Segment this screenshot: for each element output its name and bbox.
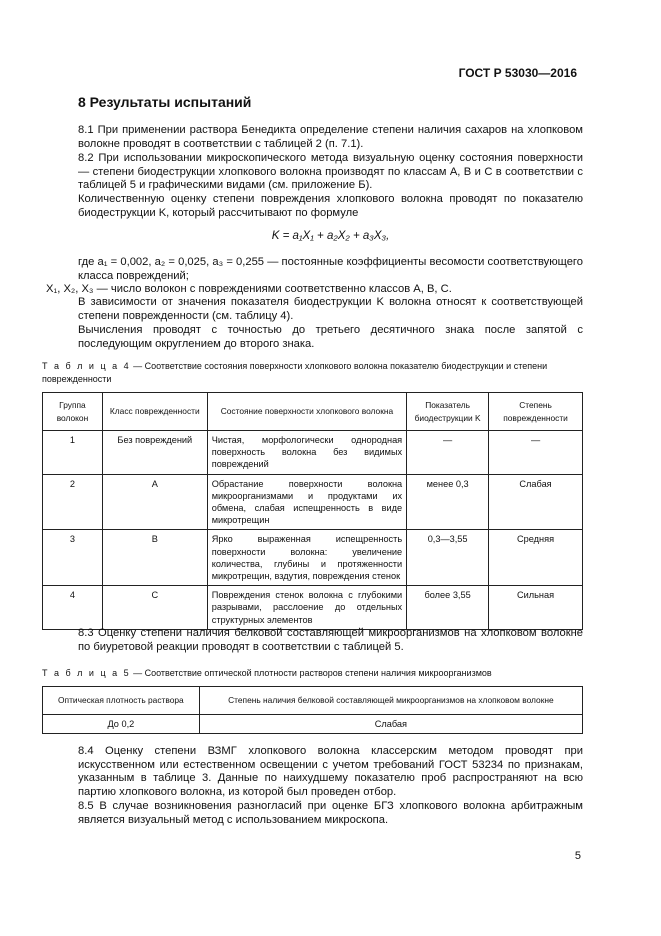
table4-caption-text: — Соответствие состояния поверхности хлопкового волокна показателю биодеструкции и степени поврежденности	[42, 361, 548, 384]
table-cell: Сильная	[489, 586, 583, 630]
paragraph-calc: Вычисления проводят с точностью до третьего десятичного знака после запятой с последующим округлением до второго знака.	[78, 324, 583, 350]
table-cell: Чистая, морфологически однородная поверхность волокна без видимых повреждений	[207, 431, 406, 475]
paragraph-8-1	[78, 124, 583, 151]
table-cell: Обрастание поверхности волокна микроорганизмами и продуктами их обмена, слабая испещренность в виде микротрещин	[207, 474, 406, 530]
table5-caption-label: Т а б л и ц а 5	[42, 668, 131, 678]
paragraph-8-4: 8.4 Оценку степени ВЗМГ хлопкового волокна классерским методом проводят при искусственном или естественном освещении с учетом требований ГОСТ 53234 по признакам, указанным в таблице 3. Данные по наихудшему показателю проб распространяют на всю партию хлопкового волокна, из которой был проведен отбор.	[78, 745, 583, 798]
table-cell: Без повреждений	[102, 431, 207, 475]
table-cell: менее 0,3	[407, 474, 489, 530]
table-cell: 4	[43, 586, 103, 630]
table-5	[42, 686, 583, 734]
table4-header-row	[43, 393, 583, 431]
paragraph-count: Количественную оценку степени повреждения хлопкового волокна проводят по показателю биодеструкции K, который рассчитывают по формуле	[78, 193, 583, 219]
page-number: 5	[574, 850, 581, 862]
table-cell: 2	[43, 474, 103, 530]
table4-header-surface: Состояние поверхности хлопкового волокна	[207, 393, 406, 431]
table-cell: Повреждения стенок волокна с глубокими разрывами, расслоение до отдельных структурных элементов	[207, 586, 406, 630]
paragraph-8-2: 8.2 При использовании микроскопического метода визуальную оценку состояния поверхности — степени биодеструкции хлопкового волокна производят по классам А, В и С в соответствии с таблицей 5 и графическими видами (см. приложение Б).	[78, 152, 583, 191]
table-cell: Ярко выраженная испещренность поверхности волокна: увеличение количества, глубины и протяженности микротрещин, вздутия, повреждения стенок	[207, 530, 406, 586]
table4-header-degree: Степень поврежденности	[489, 393, 583, 431]
section-title: 8 Результаты испытаний	[78, 94, 252, 110]
formula: K = a₁X₁ + a₂X₂ + a₃X₃,	[271, 230, 390, 242]
paragraph-where: где a₁ = 0,002, a₂ = 0,025, a₃ = 0,255 — постоянные коэффициенты весомости соответствующего класса повреждений;	[78, 256, 583, 282]
table-cell: Слабая	[489, 474, 583, 530]
table-row	[43, 474, 583, 530]
table-cell: —	[489, 431, 583, 475]
table4-header-group: Группа волокон	[43, 393, 103, 431]
paragraph-text: 8.1 При применении раствора Бенедикта определение степени наличия сахаров на хлопковом волокне проводят в соответствии с таблицей 2 (п. 7.1).	[78, 124, 583, 150]
table4-caption	[42, 360, 582, 386]
table4-header-class: Класс поврежденности	[102, 393, 207, 431]
table-cell: 0,3—3,55	[407, 530, 489, 586]
table5-header-optical: Оптическая плотность раствора	[43, 687, 200, 715]
table-cell: —	[407, 431, 489, 475]
table-cell: В	[102, 530, 207, 586]
table5-header-degree: Степень наличия белковой составляющей микроорганизмов на хлопковом волокне	[199, 687, 582, 715]
table4-header-index: Показатель биодеструкции K	[407, 393, 489, 431]
table-row	[43, 586, 583, 630]
table-cell: С	[102, 586, 207, 630]
table-cell: Слабая	[199, 715, 582, 734]
table5-caption	[42, 667, 582, 680]
table-row	[43, 530, 583, 586]
paragraph-8-3: 8.3 Оценку степени наличия белковой составляющей микроорганизмов на хлопковом волокне по биуретовой реакции проводят в соответствии с таблицей 5.	[78, 627, 583, 653]
table-cell: 3	[43, 530, 103, 586]
table-4	[42, 392, 583, 630]
paragraph-dependence: В зависимости от значения показателя биодеструкции K волокна относят к соответствующей степени поврежденности (см. таблицу 4).	[78, 296, 583, 322]
paragraph-8-5: 8.5 В случае возникновения разногласий при оценке БГЗ хлопкового волокна арбитражным является визуальный метод с использованием микроскопа.	[78, 800, 583, 826]
table-cell: До 0,2	[43, 715, 200, 734]
table-row	[43, 715, 583, 734]
table5-caption-text: — Соответствие оптической плотности растворов степени наличия микроорганизмов	[130, 668, 492, 678]
standard-header: ГОСТ Р 53030—2016	[458, 66, 577, 80]
table-row	[43, 431, 583, 475]
table4-caption-label: Т а б л и ц а 4	[42, 361, 131, 371]
table-cell: А	[102, 474, 207, 530]
table-cell: Средняя	[489, 530, 583, 586]
table5-header-row	[43, 687, 583, 715]
table-cell: более 3,55	[407, 586, 489, 630]
table-cell: 1	[43, 431, 103, 475]
paragraph-x-definition: X₁, X₂, X₃ — число волокон с повреждениями соответственно классов А, В, С.	[46, 283, 452, 295]
